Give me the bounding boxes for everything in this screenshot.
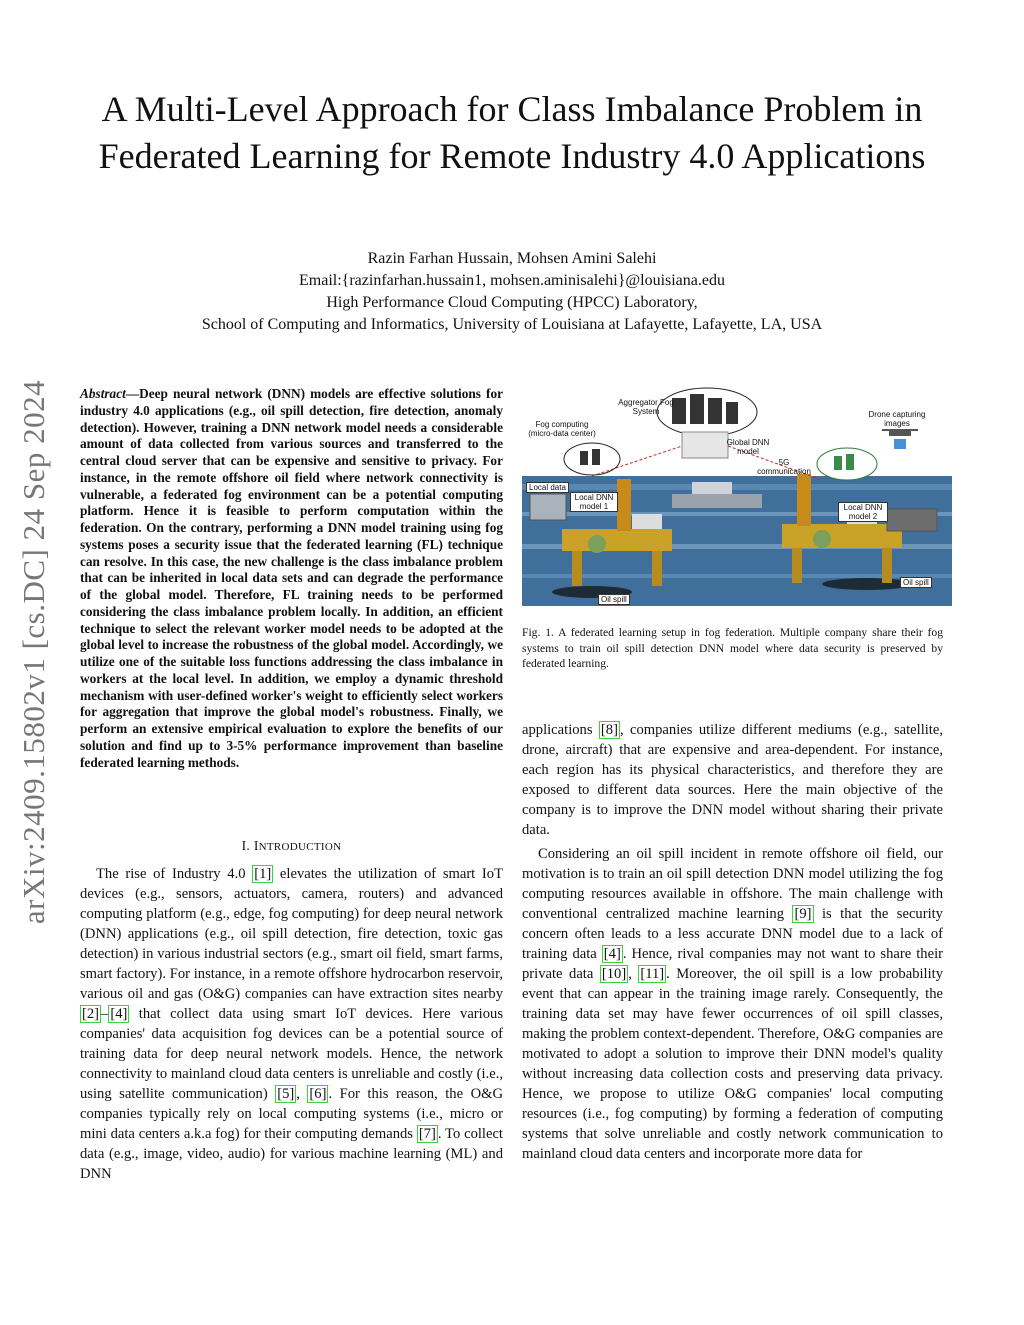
section-number: I. [241, 838, 251, 853]
text-run: elevates the utilization of smart IoT devices (e.g., sensors, actuators, camera, routers) and advanced computing platform (e.g., edge, fog computing) for deep neural network (DNN) applications (e.g., oil spill detection, fire detection, toxic gas detection) in various industrial sectors (e.g., smart oil field, smart farms, smart factory). For instance, in a remote offshore hydrocarbon reservoir, various oil and gas (O&G) companies can have extraction sites nearby [80, 866, 503, 1002]
text-run: is that the security concern often leads to a less accurate DNN model due to a lack of training data [522, 906, 943, 962]
fig-label-local-model-1: Local DNN model 1 [570, 492, 618, 512]
citation-link[interactable]: [5] [277, 1086, 295, 1102]
figure-caption [522, 625, 943, 672]
abstract-lead: Abstract [80, 386, 126, 401]
fig-label-drone: Drone capturing images [868, 410, 926, 428]
paper-title: A Multi-Level Approach for Class Imbalance Problem in Federated Learning for Remote Industry 4.0 Applications [98, 89, 926, 176]
fig-label-local-data: Local data [526, 482, 569, 493]
author-school: School of Computing and Informatics, University of Louisiana at Lafayette, Lafayette, LA, USA [201, 316, 823, 333]
citation-link[interactable]: [7] [418, 1126, 436, 1142]
citation-link[interactable]: [11] [640, 966, 665, 982]
caption-label: Fig. 1. [522, 626, 554, 639]
local-data-thumbnail [887, 509, 937, 531]
arxiv-identifier: arXiv:2409.15802v1 [cs.DC] 24 Sep 2024 [16, 379, 51, 925]
fig-label-global-model: Global DNN model [726, 438, 770, 456]
section-title-first: I [253, 838, 259, 853]
citation-link[interactable]: [10] [601, 966, 627, 982]
abstract [80, 386, 503, 771]
right-paragraph-2 [522, 844, 943, 1164]
text-run: , [296, 1086, 308, 1102]
citation-link[interactable]: [6] [309, 1086, 327, 1102]
citation-link[interactable]: [8] [600, 722, 618, 738]
text-run: applications [522, 722, 599, 738]
section-title-rest: NTRODUCTION [258, 841, 342, 853]
author-email: Email:{razinfarhan.hussain1, mohsen.aminisalehi}@louisiana.edu [299, 272, 725, 289]
text-run: The rise of Industry 4.0 [96, 866, 253, 882]
arxiv-sidebar [8, 352, 60, 952]
intro-paragraph [80, 864, 503, 1184]
author-names: Razin Farhan Hussain, Mohsen Amini Salehi [367, 250, 657, 267]
intro-column [80, 864, 503, 1184]
text-run: . For this reason, the O&G companies typically rely on local computing systems (i.e., micro or mini data centers a.k.a fog) for their computing demands [80, 1086, 504, 1142]
text-run: that collect data using smart IoT devices. Here various companies' data acquisition fog devices can be a potential source of training data for deep neural network models. Hence, the network connectivity to mainland cloud data centers is unreliable and costly (i.e., using satellite communication) [80, 1006, 503, 1102]
fig-label-local-model-2: Local DNN model 2 [838, 502, 888, 522]
citation-link[interactable]: [4] [110, 1006, 128, 1022]
section-heading [80, 838, 503, 854]
fig-label-oil-spill: Oil spill [900, 577, 932, 588]
text-run: , companies utilize different mediums (e.g., satellite, drone, aircraft) that are expensive and area-dependent. For instance, each region has its physical characteristics, and therefore they are exposed to different data sources. Here the main objective of the company is to improve the DNN model without sharing their private data. [522, 722, 943, 838]
fig-label-oil-spill: Oil spill [598, 594, 630, 605]
text-run: Considering an oil spill incident in remote offshore oil field, our motivation is to train an oil spill detection DNN model utilizing the fog computing resources available in offshore. The main challenge with conventional centralized machine learning [522, 846, 943, 922]
fog-cloud-right [817, 448, 877, 480]
fig-label-fog-computing: Fog computing (micro-data center) [528, 420, 596, 438]
fig-label-aggregator: Aggregator Fog System [618, 398, 674, 416]
fig-label-5g: 5G communication [757, 458, 811, 476]
citation-link[interactable]: [2] [82, 1006, 100, 1022]
citation-link[interactable]: [1] [254, 866, 272, 882]
text-run: . Hence, rival companies may not want to share their private data [522, 946, 943, 982]
right-paragraph-1 [522, 720, 943, 840]
right-column [522, 720, 943, 1164]
caption-text: A federated learning setup in fog federation. Multiple company share their fog systems to train oil spill detection DNN model where data security is preserved by federated learning. [522, 626, 943, 670]
author-block [80, 248, 944, 336]
oil-spill-patch [822, 578, 912, 590]
figure-illustration [522, 384, 952, 606]
abstract-text: —Deep neural network (DNN) models are effective solutions for industry 4.0 applications (e.g., oil spill detection, fire detection, anomaly detection). However, training a DNN network model needs a considerable amount of data collected from various sources and transferred to the central cloud server that can be expensive and sensitive to privacy. For instance, in the remote offshore oil field where network connectivity is vulnerable, a federated fog environment can be a potential computing platform. Hence it is feasible to perform computation within the federation. On the contrary, performing a DNN model training using fog systems poses a security issue that the federated learning (FL) technique can resolve. In this case, the new challenge is the class imbalance problem that can be inherited in local data sets and can degrade the performance of the global model. Therefore, FL training needs to be performed considering the class imbalance problem locally. In addition, an efficient technique to select the relevant worker model needs to be adopted at the global level to increase the robustness of the global model. Accordingly, we utilize one of the suitable loss functions addressing the class imbalance in workers at the local level. In addition, we employ a dynamic threshold mechanism with user-defined worker's weight to efficiently select workers for aggregation that improve the global model's robustness. Finally, we perform an extensive empirical evaluation to explore the benefits of our solution and find up to 3-5% performance improvement than baseline federated learning methods. [80, 386, 503, 770]
fog-cloud-left [564, 443, 620, 475]
author-lab: High Performance Cloud Computing (HPCC) Laboratory, [326, 294, 698, 311]
text-run: . To collect data (e.g., image, video, audio) for various machine learning (ML) and DNN [80, 1126, 503, 1182]
citation-link[interactable]: [4] [603, 946, 621, 962]
text-run: , [628, 966, 639, 982]
text-run: . Moreover, the oil spill is a low probability event that can appear in the training image rarely. Consequently, the training data set may have fewer occurrences of oil spill classes, making the problem context-dependent. Therefore, O&G companies are motivated to adopt a solution to improve their DNN model's quality without increasing data collection costs and preserving data privacy. Hence, we propose to utilize O&G companies' local computing resources (i.e., fog computing) by forming a federation of computing systems that solve unreliable and costly network communication to mainland cloud data centers and incorporate more data for [522, 966, 944, 1162]
text-run: – [101, 1006, 109, 1022]
citation-link[interactable]: [9] [794, 906, 812, 922]
local-data-thumbnail [530, 494, 566, 520]
